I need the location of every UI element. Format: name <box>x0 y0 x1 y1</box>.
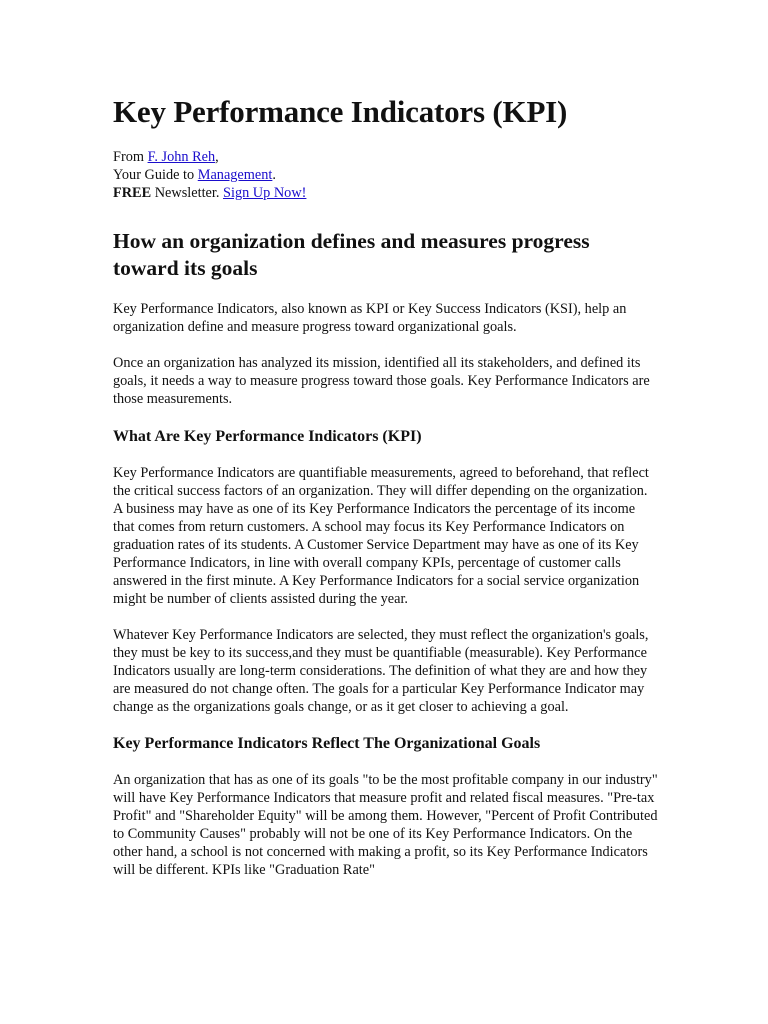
paragraph-intro: Key Performance Indicators, also known as KPI or Key Success Indicators (KSI), help an organization define and measure progress toward organizational goals. <box>113 301 627 335</box>
section-heading-what-are-kpi: What Are Key Performance Indicators (KPI) <box>113 428 422 445</box>
paragraph-definition: Key Performance Indicators are quantifiable measurements, agreed to beforehand, that reflect the critical success factors of an organization. They will differ depending on the organization. A business may have as one of its Key Performance Indicators the percentage of its income that comes from return customers. A school may focus its Key Performance Indicators on graduation rates of its students. A Customer Service Department may have as one of its Key Performance Indicators, in line with overall company KPIs, percentage of customer calls answered in the first minute. A Key Performance Indicators for a social service organization might be number of clients assisted during the year. <box>113 465 649 607</box>
signup-link[interactable]: Sign Up Now! <box>223 185 307 201</box>
byline-author-line <box>113 148 658 166</box>
byline-guide-line <box>113 166 658 184</box>
author-comma: , <box>215 149 219 165</box>
byline <box>113 148 658 202</box>
guide-label: Your Guide to <box>113 167 198 183</box>
paragraph-selection: Whatever Key Performance Indicators are selected, they must reflect the organization's goals, they must be key to its success,and they must be quantifiable (measurable). Key Performance Indicators usually are long-term considerations. The definition of what they are and how they are measured do not change often. The goals for a particular Key Performance Indicator may change as the organizations goals change, or as it get closer to achieving a goal. <box>113 627 649 715</box>
free-label: FREE <box>113 185 152 201</box>
document-page <box>113 92 658 879</box>
section-heading-reflect-goals: Key Performance Indicators Reflect The Organizational Goals <box>113 735 541 752</box>
author-link[interactable]: F. John Reh <box>147 149 216 165</box>
byline-newsletter-line <box>113 184 658 202</box>
paragraph-mission: Once an organization has analyzed its mission, identified all its stakeholders, and defined its goals, it needs a way to measure progress toward those goals. Key Performance Indicators are those measurements. <box>113 355 650 407</box>
paragraph-reflect: An organization that has as one of its goals "to be the most profitable company in our industry" will have Key Performance Indicators that measure profit and related fiscal measures. "Pre-tax Profit" and "Shareholder Equity" will be among them. However, "Percent of Profit Contributed to Community Causes" probably will not be one of its Key Performance Indicators. On the other hand, a school is not concerned with making a profit, so its Key Performance Indicators will be different. KPIs like "Graduation Rate" <box>113 772 658 878</box>
management-link[interactable]: Management <box>197 167 273 183</box>
from-label: From <box>113 149 148 165</box>
page-title: Key Performance Indicators (KPI) <box>113 94 568 129</box>
newsletter-label: Newsletter. <box>151 185 224 201</box>
subtitle: How an organization defines and measures progress toward its goals <box>113 229 590 280</box>
guide-period: . <box>272 167 276 183</box>
